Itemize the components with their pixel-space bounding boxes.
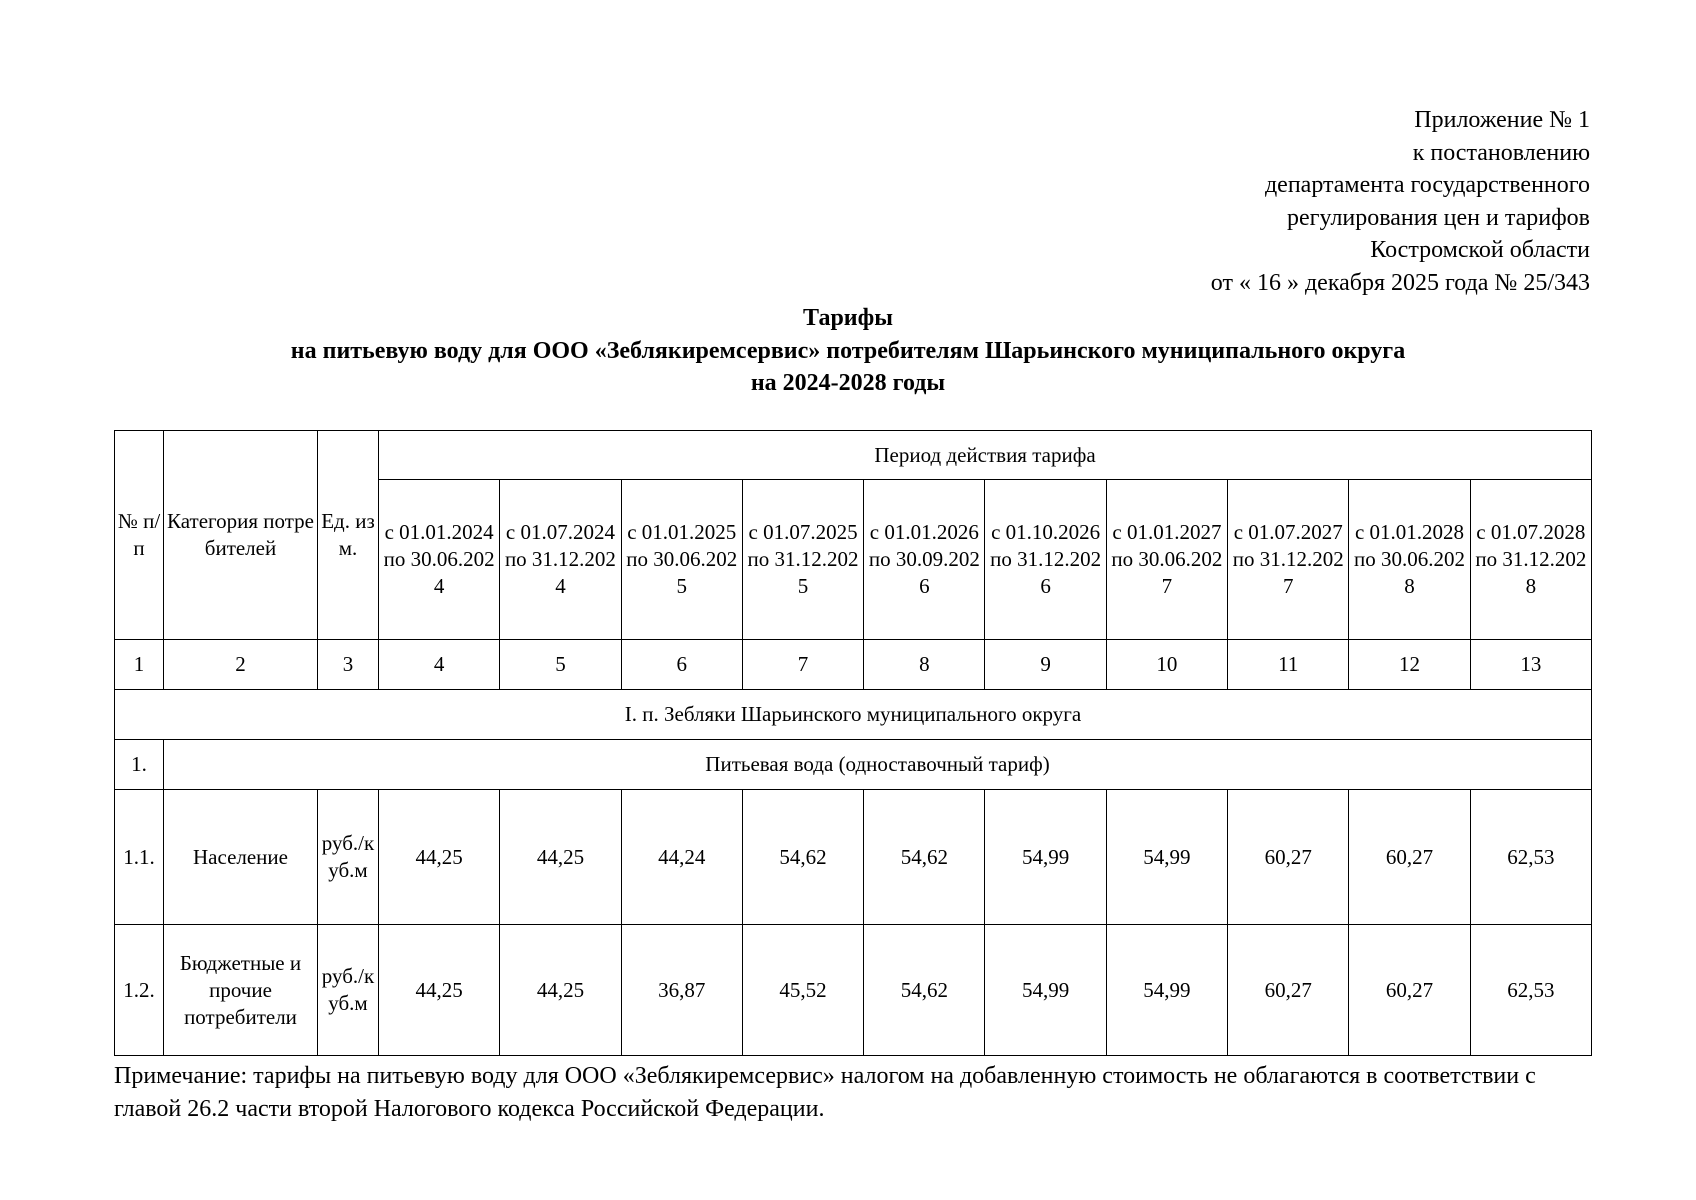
column-number: 6 [621, 640, 742, 690]
header-unit: Ед. изм. [318, 431, 379, 640]
tariff-value: 60,27 [1228, 925, 1349, 1056]
column-number: 8 [864, 640, 985, 690]
table-row [115, 790, 1592, 925]
appendix-line: департамента государственного [1264, 172, 1590, 198]
column-number: 2 [164, 640, 318, 690]
tariff-value: 54,99 [1106, 790, 1227, 925]
tariff-value: 44,25 [379, 925, 500, 1056]
tariff-value: 62,53 [1470, 790, 1591, 925]
tariff-value: 60,27 [1349, 925, 1470, 1056]
group-number: 1. [115, 740, 164, 790]
tariff-value: 44,25 [500, 925, 621, 1056]
tariff-value: 44,24 [621, 790, 742, 925]
column-number-row [115, 640, 1592, 690]
column-number: 13 [1470, 640, 1591, 690]
tariff-value: 60,27 [1228, 790, 1349, 925]
row-category: Бюджетные и прочие потребители [164, 925, 318, 1056]
tariff-value: 54,62 [864, 790, 985, 925]
column-number: 7 [742, 640, 863, 690]
footnote: Примечание: тарифы на питьевую воду для ООО «Зеблякиремсервис» налогом на добавленную стоимость не облагаются в соответствии с главой 26.2 части второй Налогового кодекса Российской Федерации. [114, 1063, 1536, 1122]
column-number: 10 [1106, 640, 1227, 690]
header-period: Период действия тарифа [379, 431, 1592, 480]
period-cell: с 01.10.2026 по 31.12.2026 [985, 480, 1106, 640]
column-number: 4 [379, 640, 500, 690]
tariff-value: 54,62 [742, 790, 863, 925]
column-number: 3 [318, 640, 379, 690]
period-cell: с 01.07.2024 по 31.12.2024 [500, 480, 621, 640]
tariff-value: 60,27 [1349, 790, 1470, 925]
row-number: 1.1. [115, 790, 164, 925]
period-cell: с 01.01.2024 по 30.06.2024 [379, 480, 500, 640]
tariff-value: 54,99 [985, 925, 1106, 1056]
period-cell: с 01.07.2028 по 31.12.2028 [1470, 480, 1591, 640]
period-cell: с 01.01.2028 по 30.06.2028 [1349, 480, 1470, 640]
period-cell: с 01.07.2027 по 31.12.2027 [1228, 480, 1349, 640]
header-number: № п/п [115, 431, 164, 640]
appendix-line: Приложение № 1 [1414, 107, 1590, 133]
section-title: I. п. Зебляки Шарьинского муниципального округа [115, 690, 1592, 740]
tariff-value: 44,25 [500, 790, 621, 925]
column-number: 11 [1228, 640, 1349, 690]
period-cell: с 01.07.2025 по 31.12.2025 [742, 480, 863, 640]
appendix-line: Костромской области [1370, 237, 1590, 263]
tariff-value: 54,99 [1106, 925, 1227, 1056]
tariff-table [114, 430, 1592, 1056]
column-number: 9 [985, 640, 1106, 690]
tariff-value: 44,25 [379, 790, 500, 925]
column-number: 1 [115, 640, 164, 690]
appendix-line: регулирования цен и тарифов [1287, 204, 1590, 231]
period-cell: с 01.01.2027 по 30.06.2027 [1106, 480, 1227, 640]
appendix-line: от « 16 » декабря 2025 года № 25/343 [1210, 269, 1590, 296]
row-unit: руб./куб.м [318, 925, 379, 1056]
title-line: на питьевую воду для ООО «Зеблякиремсервис» потребителям Шарьинского муниципального округа [290, 337, 1406, 364]
title-line: Тарифы [803, 305, 893, 331]
tariff-value: 54,62 [864, 925, 985, 1056]
row-category: Население [164, 790, 318, 925]
row-unit: руб./куб.м [318, 790, 379, 925]
column-number: 12 [1349, 640, 1470, 690]
period-cell: с 01.01.2025 по 30.06.2025 [621, 480, 742, 640]
title-line: на 2024-2028 годы [750, 370, 946, 396]
column-number: 5 [500, 640, 621, 690]
group-label: Питьевая вода (одноставочный тариф) [164, 740, 1592, 790]
appendix-block [1211, 104, 1590, 299]
appendix-line: к постановлению [1412, 139, 1590, 166]
document-title [0, 302, 1696, 400]
group-row [115, 740, 1592, 790]
tariff-value: 45,52 [742, 925, 863, 1056]
table-header-row [115, 431, 1592, 480]
tariff-value: 62,53 [1470, 925, 1591, 1056]
header-category: Категория потребителей [164, 431, 318, 640]
tariff-value: 36,87 [621, 925, 742, 1056]
period-cell: с 01.01.2026 по 30.09.2026 [864, 480, 985, 640]
table-row [115, 925, 1592, 1056]
tariff-value: 54,99 [985, 790, 1106, 925]
section-row [115, 690, 1592, 740]
row-number: 1.2. [115, 925, 164, 1056]
